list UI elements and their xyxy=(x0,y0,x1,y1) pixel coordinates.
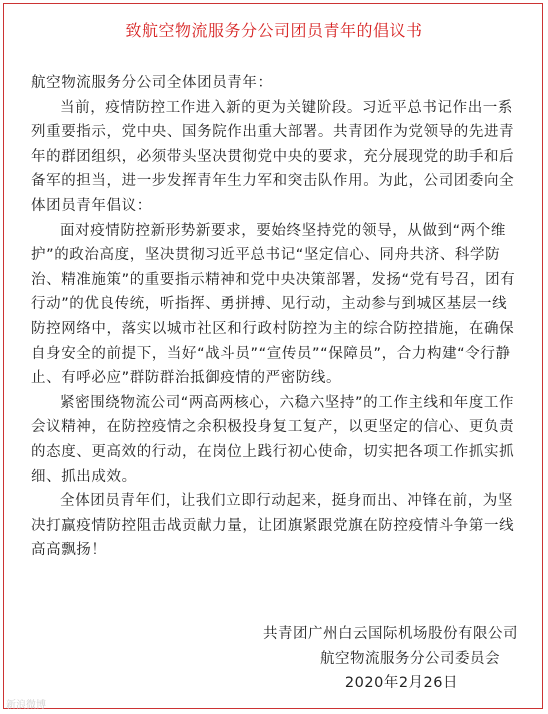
signature-organization: 共青团广州白云国际机场股份有限公司 xyxy=(263,626,518,642)
letter-body xyxy=(31,71,521,563)
signature-committee: 航空物流服务分公司委员会 xyxy=(320,650,500,667)
paragraph-4: 全体团员青年们，让我们立即行动起来，挺身而出、冲锋在前，为坚决打赢疫情防控阻击战贡献力量，让团旗紧跟党旗在防控疫情斗争第一线高高飘扬！ xyxy=(31,493,515,559)
salutation: 航空物流服务分公司全体团员青年： xyxy=(31,75,273,91)
paragraph-3: 紧密围绕物流公司“两高两核心，六稳六坚持”的工作主线和年度工作会议精神，在防控疫情之余积极投身复工复产，以更坚定的信心、更负责的态度、更高效的行动，在岗位上践行初心使命，切实把各项工作抓实抓细、抓出成效。 xyxy=(31,394,515,485)
signature-block xyxy=(263,622,518,696)
paragraph-2: 面对疫情防控新形势新要求，要始终坚持党的领导，从做到“两个维护”的政治高度，坚决贯彻习近平总书记“坚定信心、同舟共济、科学防治、精准施策”的重要指示精神和党中央决策部署，发扬“党有号召，团有行动”的优良传统，听指挥、勇拼搏、见行动，主动参与到城区基层一线防控网络中，落实以城市社区和行政村防控为主的综合防控措施，在确保自身安全的前提下，当好“战斗员”“宣传员”“保障员”，合力构建“令行静止、有呼必应”群防群治抵御疫情的严密防线。 xyxy=(31,222,516,387)
signature-date: 2020年2月26日 xyxy=(344,675,458,692)
page-title: 致航空物流服务分公司团员青年的倡议书 xyxy=(125,21,423,40)
paragraph-1: 当前，疫情防控工作进入新的更为关键阶段。习近平总书记作出一系列重要指示，党中央、国务院作出重大部署。共青团作为党领导的先进青年的群团组织，必须带头坚决贯彻党中央的要求，充分展现党的助手和后备军的担当，进一步发挥青年生力军和突击队作用。为此，公司团委向全体团员青年倡议： xyxy=(31,99,515,214)
watermark: 新浪微博 xyxy=(6,700,46,711)
